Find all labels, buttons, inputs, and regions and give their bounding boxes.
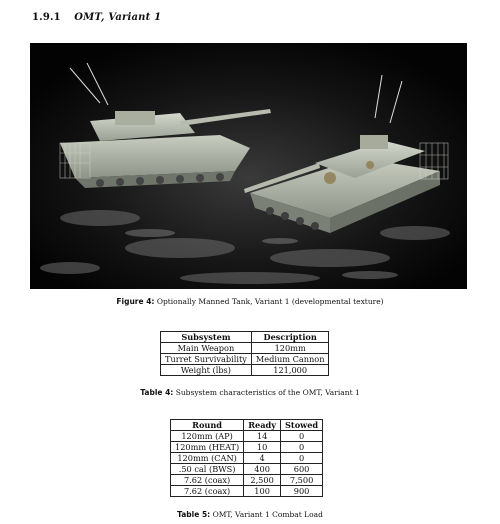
table-cell: Turret Survivability bbox=[161, 354, 252, 365]
tank-render-image bbox=[30, 43, 467, 289]
table-cell: 400 bbox=[244, 464, 281, 475]
table5-caption-label: Table 5: bbox=[177, 510, 211, 519]
figure-caption-text: Optionally Manned Tank, Variant 1 (developmental texture) bbox=[156, 297, 384, 306]
table-cell: 2,500 bbox=[244, 475, 281, 486]
table-header-cell: Description bbox=[251, 332, 329, 343]
table5-caption-text: OMT, Variant 1 Combat Load bbox=[212, 510, 323, 519]
table-row bbox=[161, 354, 329, 365]
table-header-cell: Ready bbox=[244, 420, 281, 431]
tank-render-figure bbox=[30, 43, 467, 289]
table-row bbox=[171, 442, 323, 453]
table-cell: 7.62 (coax) bbox=[171, 486, 244, 497]
table-row bbox=[171, 486, 323, 497]
table-cell: Main Weapon bbox=[161, 343, 252, 354]
table-cell: 120mm bbox=[251, 343, 329, 354]
table-cell: 120mm (AP) bbox=[171, 431, 244, 442]
table-cell: 600 bbox=[281, 464, 323, 475]
table-header-row bbox=[171, 420, 323, 431]
figure-caption-label: Figure 4: bbox=[116, 297, 155, 306]
table-row bbox=[171, 431, 323, 442]
table-header-cell: Round bbox=[171, 420, 244, 431]
table-cell: Medium Cannon bbox=[251, 354, 329, 365]
subsystem-table bbox=[160, 331, 329, 376]
table-cell: 900 bbox=[281, 486, 323, 497]
combat-load-table bbox=[170, 419, 323, 497]
section-number: 1.9.1 bbox=[32, 12, 61, 23]
table-row bbox=[161, 365, 329, 376]
table-row bbox=[171, 464, 323, 475]
table4-caption bbox=[0, 388, 500, 397]
table-header-cell: Stowed bbox=[281, 420, 323, 431]
table-cell: 0 bbox=[281, 431, 323, 442]
table-cell: 120mm (CAN) bbox=[171, 453, 244, 464]
table-cell: 4 bbox=[244, 453, 281, 464]
table-cell: 14 bbox=[244, 431, 281, 442]
section-heading bbox=[32, 12, 161, 23]
table-cell: 7,500 bbox=[281, 475, 323, 486]
section-title: OMT, Variant 1 bbox=[74, 12, 162, 23]
table-cell: 0 bbox=[281, 453, 323, 464]
table-cell: 0 bbox=[281, 442, 323, 453]
table-header-row bbox=[161, 332, 329, 343]
table-row bbox=[161, 343, 329, 354]
table-cell: 120mm (HEAT) bbox=[171, 442, 244, 453]
table-header-cell: Subsystem bbox=[161, 332, 252, 343]
table-cell: Weight (lbs) bbox=[161, 365, 252, 376]
figure-caption bbox=[0, 297, 500, 306]
table-cell: 121,000 bbox=[251, 365, 329, 376]
table-row bbox=[171, 475, 323, 486]
table4-caption-text: Subsystem characteristics of the OMT, Variant 1 bbox=[175, 388, 360, 397]
table5-caption bbox=[0, 510, 500, 519]
table4-caption-label: Table 4: bbox=[140, 388, 174, 397]
table-cell: 100 bbox=[244, 486, 281, 497]
table-cell: 7.62 (coax) bbox=[171, 475, 244, 486]
table-row bbox=[171, 453, 323, 464]
table-cell: 10 bbox=[244, 442, 281, 453]
table-cell: .50 cal (BWS) bbox=[171, 464, 244, 475]
